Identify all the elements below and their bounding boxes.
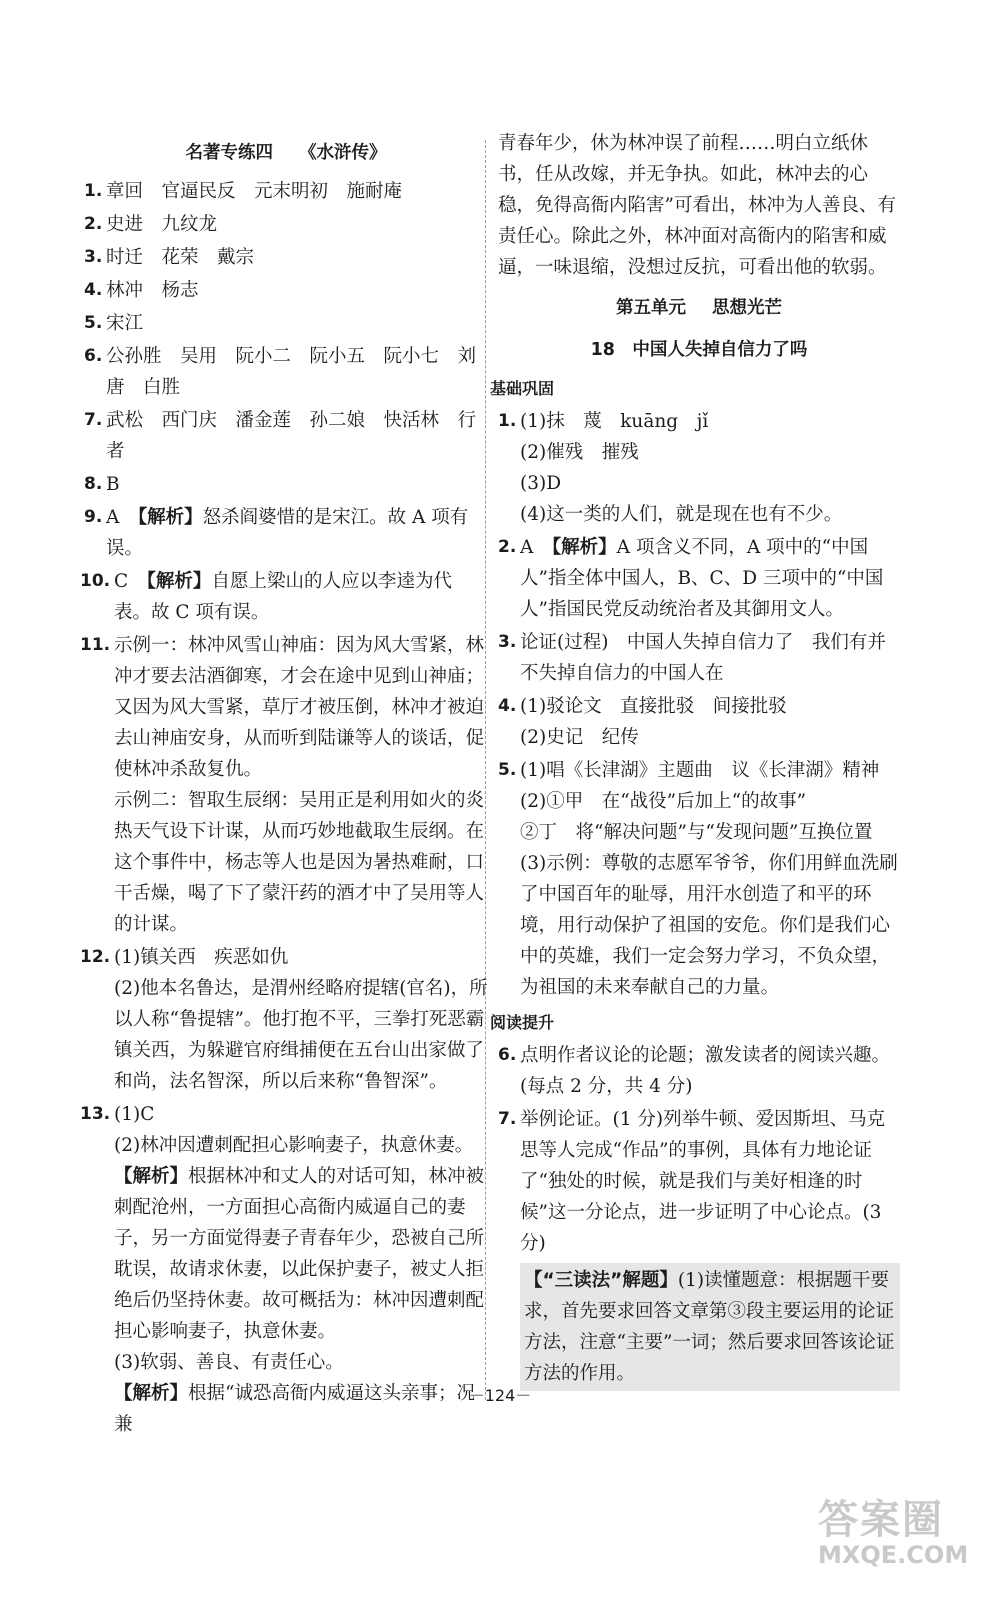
item-paragraph: 示例一：林冲风雪山神庙：因为风大雪紧，林冲才要去沽酒御寒，才会在途中见到山神庙；又因为风大雪紧，草厅才被压倒，林冲才被迫去山神庙安身，从而听到陆谦等人的谈话，促使林冲杀敌复仇。 — [114, 635, 485, 780]
tip-tag: 【“三读法”解题】 — [524, 1270, 678, 1291]
item-paragraph: (3)D — [520, 473, 562, 494]
item-text: 章回 官逼民反 元末明初 施耐庵 — [106, 181, 403, 202]
analysis-tag: 【解析】 — [146, 571, 212, 592]
item-paragraph: (1)唱《长津湖》主题曲 议《长津湖》精神 — [520, 760, 880, 781]
item-paragraph: (4)这一类的人们，就是现在也有不少。 — [520, 504, 843, 525]
item-paragraph: (1)镇关西 疾恶如仇 — [114, 947, 289, 968]
watermark-text: 答案圈 — [818, 1497, 944, 1543]
item-text: 论证(过程) 中国人失掉自信力了 我们有并不失掉自信力的中国人在 — [520, 632, 886, 684]
answer-item — [84, 275, 488, 306]
analysis-text: 根据林冲和丈人的对话可知，林冲被刺配沧州，一方面担心高衙内威逼自己的妻子，另一方面觉得妻子青春年少，恐被自己所耽误，故请求休妻，以此保护妻子，被丈人拒绝后仍坚持休妻。故可概括为：林冲因遭刺配担心影响妻子，执意休妻。 — [114, 1166, 485, 1342]
answer-item — [84, 502, 488, 564]
item-paragraph: 示例二：智取生辰纲：吴用正是利用如火的炎热天气设下计谋，从而巧妙地截取生辰纲。在这个事件中，杨志等人也是因为暑热难耐，口干舌燥，喝了下了蒙汗药的酒才中了吴用等人的计谋。 — [114, 790, 485, 935]
continued-text: 青春年少，休为林冲误了前程……明白立纸休书，任从改嫁，并无争执。如此，林冲去的心稳，免得高衙内陷害”可看出，林冲为人善良、有责任心。除此之外，林冲面对高衙内的陷害和威逼，一味退缩，没想过反抗，可看出他的软弱。 — [498, 133, 896, 278]
item-number: 10. — [80, 571, 111, 591]
answer-item — [84, 242, 488, 273]
item-number: 2. — [498, 537, 517, 557]
item-number: 1. — [84, 181, 103, 201]
item-number: 9. — [84, 507, 103, 527]
page-number: －124－ — [468, 1386, 532, 1405]
item-paragraph: (2)他本名鲁达，是渭州经略府提辖(官名)，所以人称“鲁提辖”。他打抱不平，三拳打死恶霸镇关西，为躲避官府缉捕便在五台山出家做了和尚，法名智深，所以后来称“鲁智深”。 — [114, 978, 488, 1092]
item-answer: A — [520, 537, 534, 558]
item-text: 史进 九纹龙 — [106, 214, 218, 235]
item-text: 宋江 — [106, 313, 144, 334]
title-book: 《水浒传》 — [299, 143, 387, 163]
item-text: 林冲 杨志 — [106, 280, 199, 301]
answer-item — [84, 209, 488, 240]
answer-item — [80, 630, 488, 940]
answer-item — [84, 308, 488, 339]
answer-item — [498, 1104, 900, 1259]
answer-item — [498, 1040, 900, 1102]
item-text: 自愿上梁山的人应以李逵为代表。故 C 项有误。 — [114, 571, 452, 623]
analysis-tag: 【解析】 — [137, 507, 203, 528]
item-number: 5. — [84, 313, 103, 333]
answer-item — [84, 405, 488, 467]
item-paragraph: (2)①甲 在“战役”后加上“的故事” — [520, 791, 807, 812]
item-number: 5. — [498, 760, 517, 780]
item-number: 1. — [498, 411, 517, 431]
answer-item — [498, 627, 900, 689]
left-column — [80, 128, 488, 1442]
section-heading: 阅读提升 — [490, 1013, 555, 1032]
unit-title — [498, 291, 900, 325]
item-text: B — [106, 474, 120, 495]
watermark-logo — [818, 1488, 978, 1588]
item-number: 13. — [80, 1104, 111, 1124]
item-paragraph: ②丁 将“解决问题”与“发现问题”互换位置 — [520, 822, 873, 843]
item-paragraph: (1)驳论文 直接批驳 间接批驳 — [520, 696, 787, 717]
solving-tip-box — [520, 1263, 900, 1391]
item-paragraph: (1)C — [114, 1104, 155, 1125]
section-title — [84, 136, 488, 170]
unit-label: 第五单元 — [616, 298, 686, 318]
item-number: 11. — [80, 635, 111, 655]
item-number: 7. — [498, 1109, 517, 1129]
item-number: 6. — [84, 346, 103, 366]
answer-item — [498, 755, 900, 1003]
item-number: 3. — [84, 247, 103, 267]
title-main: 名著专练四 — [185, 143, 273, 163]
watermark-url: MXQE.COM — [818, 1541, 969, 1569]
answer-item — [498, 532, 900, 625]
item-paragraph: (2)史记 纪传 — [520, 727, 639, 748]
answer-item — [80, 566, 488, 628]
item-number: 3. — [498, 632, 517, 652]
item-paragraph: (1)抹 蔑 kuāng jǐ — [520, 411, 709, 432]
item-text: 举例论证。(1 分)列举牛顿、爱因斯坦、马克思等人完成“作品”的事例，具体有力地论证了“独处的时候，就是我们与美好相逢的时候”这一分论点，进一步证明了中心论点。(3 分) — [520, 1109, 886, 1254]
section-heading: 基础巩固 — [490, 379, 555, 398]
item-paragraph: (3)示例：尊敬的志愿军爷爷，你们用鲜血洗刷了中国百年的耻辱，用汗水创造了和平的环境，用行动保护了祖国的安危。你们是我们心中的英雄，我们一定会努力学习，不负众望，为祖国的未来奉献自己的力量。 — [520, 853, 898, 998]
item-number: 2. — [84, 214, 103, 234]
answer-item — [84, 469, 488, 500]
item-number: 12. — [80, 947, 111, 967]
analysis-text: 根据“诚恐高衙内威逼这头亲事；况兼 — [114, 1383, 475, 1435]
item-number: 4. — [84, 280, 103, 300]
lesson-title: 18 中国人失掉自信力了吗 — [590, 340, 808, 360]
tip-text: (1)读懂题意：根据题干要求，首先要求回答文章第③段主要运用的论证方法，注意“主要”一词；然后要求回答该论证方法的作用。 — [524, 1270, 895, 1384]
item-answer: A — [106, 507, 120, 528]
item-text: 公孙胜 吴用 阮小二 阮小五 阮小七 刘唐 白胜 — [106, 346, 477, 398]
analysis-tag: 【解析】 — [114, 1383, 189, 1404]
unit-name: 思想光芒 — [712, 298, 782, 318]
item-answer: C — [114, 571, 129, 592]
item-number: 4. — [498, 696, 517, 716]
item-text: 时迁 花荣 戴宗 — [106, 247, 255, 268]
item-number: 8. — [84, 474, 103, 494]
item-text: 点明作者议论的论题；激发读者的阅读兴趣。(每点 2 分，共 4 分) — [520, 1045, 891, 1097]
item-number: 7. — [84, 410, 103, 430]
item-paragraph: (2)林冲因遭刺配担心影响妻子，执意休妻。 — [114, 1135, 474, 1156]
analysis-tag: 【解析】 — [551, 537, 617, 558]
answer-item — [498, 691, 900, 753]
analysis-tag: 【解析】 — [114, 1166, 189, 1187]
item-text: A 项含义不同，A 项中的“中国人”指全体中国人，B、C、D 三项中的“中国人”指国民党反动统治者及其御用文人。 — [520, 537, 884, 620]
item-paragraph: (3)软弱、善良、有责任心。 — [114, 1352, 344, 1373]
item-number: 6. — [498, 1045, 517, 1065]
item-paragraph — [114, 1161, 488, 1347]
answer-item — [84, 176, 488, 207]
item-text: 怒杀阎婆惜的是宋江。故 A 项有误。 — [106, 507, 469, 559]
answer-item — [80, 942, 488, 1097]
answer-item — [84, 341, 488, 403]
answer-item — [498, 406, 900, 530]
right-column — [490, 128, 900, 1391]
item-paragraph: (2)催残 摧残 — [520, 442, 639, 463]
item-text: 武松 西门庆 潘金莲 孙二娘 快活林 行者 — [106, 410, 477, 462]
